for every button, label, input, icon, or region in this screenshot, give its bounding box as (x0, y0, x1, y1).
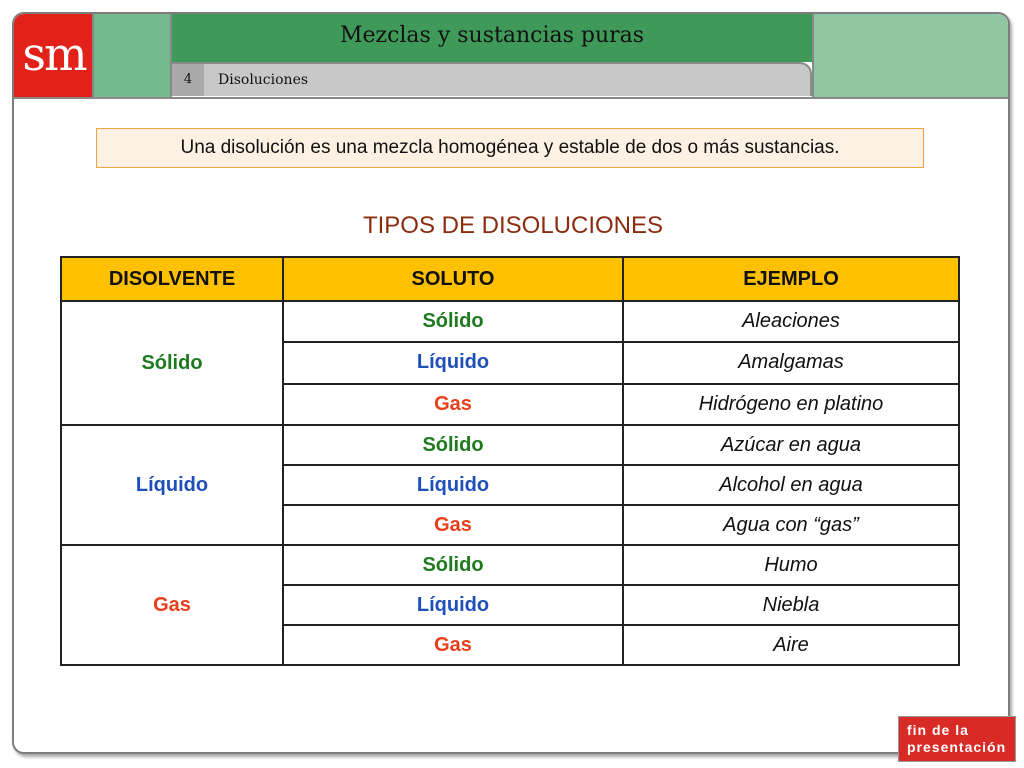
solvent-cell: Líquido (61, 425, 283, 545)
solvent-cell: Gas (61, 545, 283, 665)
table-title: TIPOS DE DISOLUCIONES (362, 212, 664, 239)
solute-cell: Líquido (283, 585, 623, 625)
solute-cell: Líquido (283, 465, 623, 505)
example-cell: Azúcar en agua (623, 425, 959, 465)
example-cell: Amalgamas (623, 342, 959, 383)
header-solvent: DISOLVENTE (61, 257, 283, 301)
table-header-row (61, 257, 959, 301)
table-row (61, 301, 959, 342)
solution-types-table (60, 256, 960, 666)
example-cell: Aleaciones (623, 301, 959, 342)
example-cell: Alcohol en agua (623, 465, 959, 505)
example-cell: Agua con “gas” (623, 505, 959, 545)
solute-cell: Sólido (283, 545, 623, 585)
solute-cell: Sólido (283, 301, 623, 342)
section-number: 4 (172, 64, 204, 96)
solute-cell: Sólido (283, 425, 623, 465)
solute-cell: Gas (283, 384, 623, 425)
header-solute: SOLUTO (283, 257, 623, 301)
solute-cell: Gas (283, 505, 623, 545)
table-row (61, 425, 959, 465)
solute-cell: Gas (283, 625, 623, 665)
page-title: Mezclas y sustancias puras (339, 23, 645, 48)
example-cell: Aire (623, 625, 959, 665)
section-bar (172, 62, 812, 96)
table-row (61, 545, 959, 585)
slide-frame (12, 12, 1010, 754)
example-cell: Humo (623, 545, 959, 585)
definition-box: Una disolución es una mezcla homogénea y estable de dos o más sustancias. (96, 128, 924, 168)
end-button-line1: fin de la (907, 722, 969, 738)
publisher-logo (14, 14, 94, 98)
end-button-line2: presentación (907, 739, 1007, 755)
header-accent-left (94, 14, 172, 98)
solvent-cell: Sólido (61, 301, 283, 425)
section-title: Disoluciones (218, 72, 309, 88)
example-cell: Hidrógeno en platino (623, 384, 959, 425)
example-cell: Niebla (623, 585, 959, 625)
header-divider (14, 97, 1010, 99)
logo-text: sm (22, 27, 86, 81)
solute-cell: Líquido (283, 342, 623, 383)
header-example: EJEMPLO (623, 257, 959, 301)
end-presentation-button[interactable] (898, 716, 1016, 762)
header-accent-right (812, 14, 1010, 98)
